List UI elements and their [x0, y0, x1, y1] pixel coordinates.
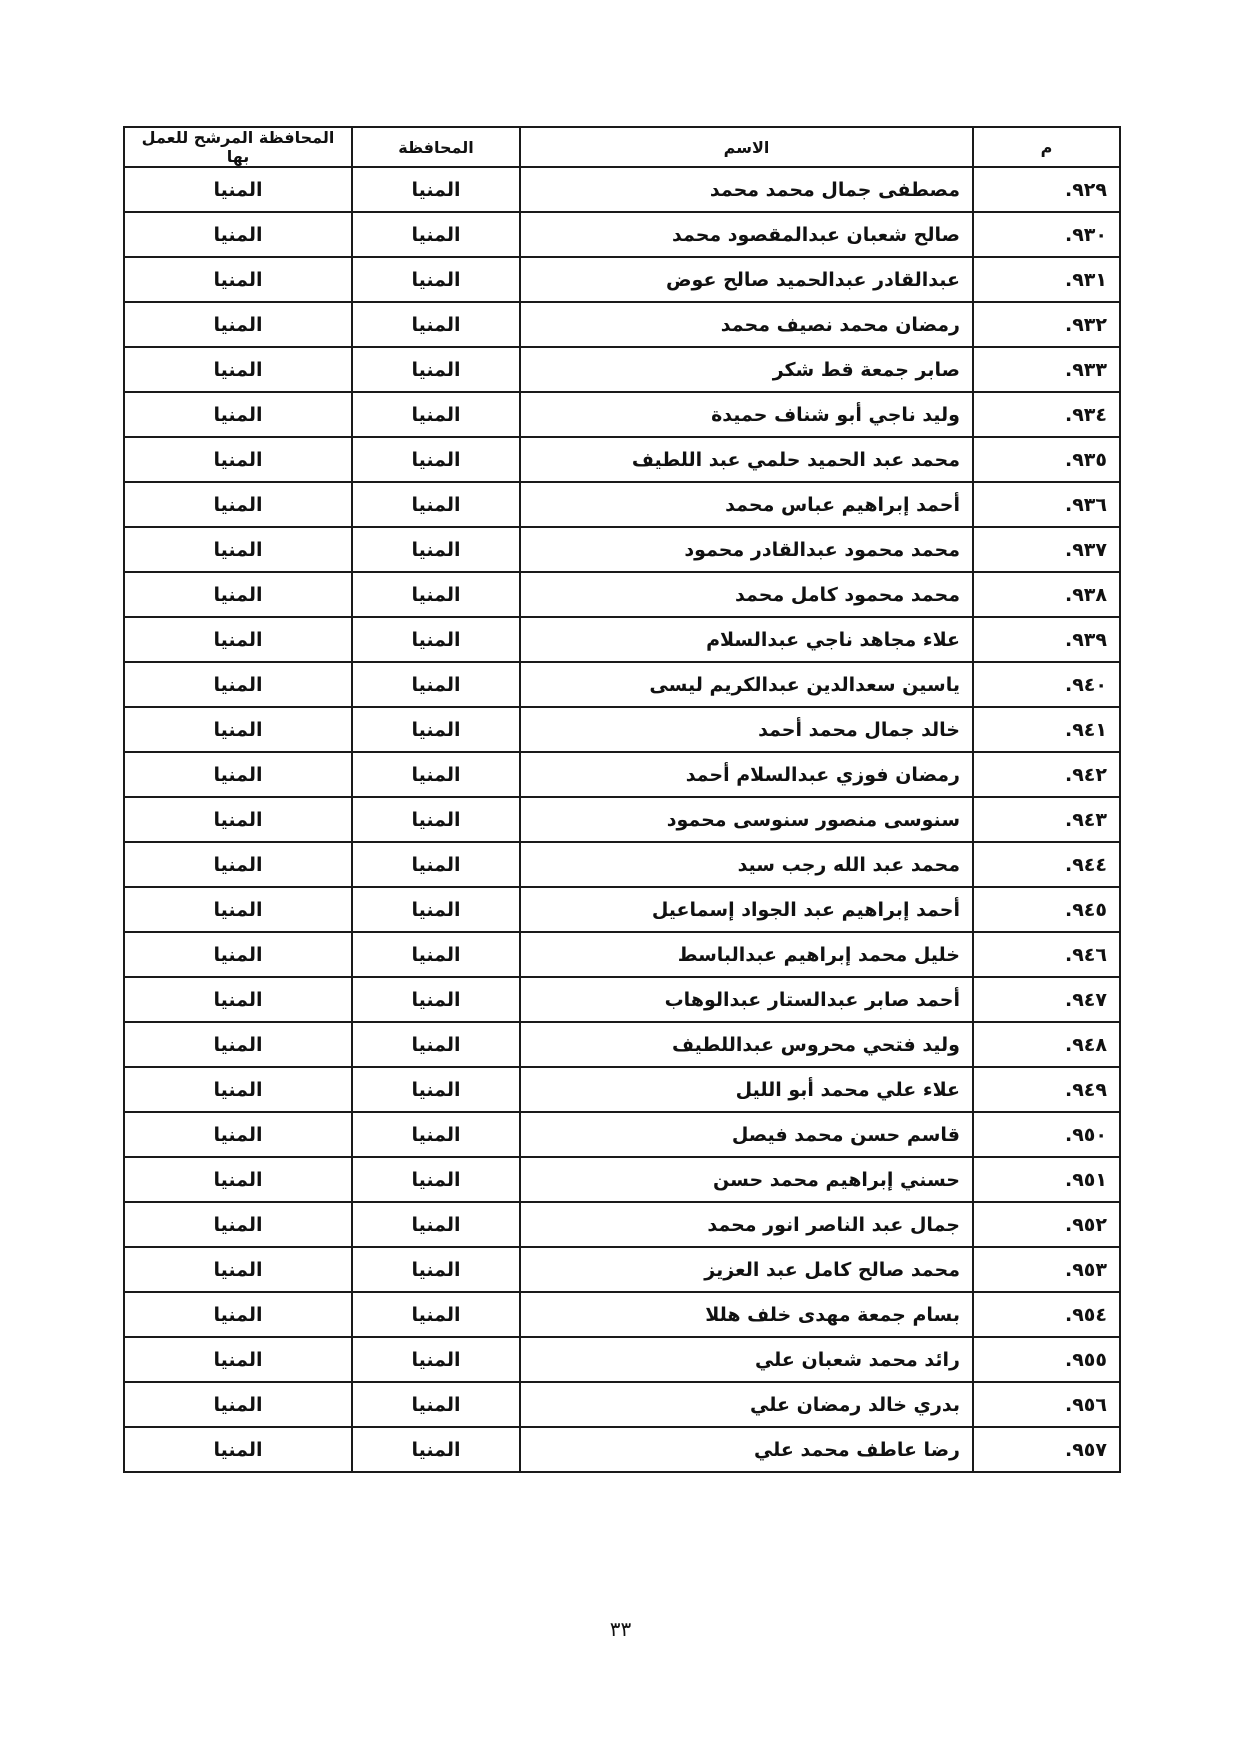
row-governorate: المنيا — [352, 257, 520, 302]
row-number: ٩٥٢. — [973, 1202, 1120, 1247]
row-governorate: المنيا — [352, 572, 520, 617]
row-target-governorate: المنيا — [124, 1247, 352, 1292]
row-name: رمضان فوزي عبدالسلام أحمد — [520, 752, 973, 797]
row-target-governorate: المنيا — [124, 1067, 352, 1112]
row-target-governorate: المنيا — [124, 1427, 352, 1472]
row-target-governorate: المنيا — [124, 797, 352, 842]
row-number: ٩٣٩. — [973, 617, 1120, 662]
row-governorate: المنيا — [352, 1067, 520, 1112]
row-number: ٩٥٥. — [973, 1337, 1120, 1382]
row-name: جمال عبد الناصر انور محمد — [520, 1202, 973, 1247]
row-number: ٩٤٩. — [973, 1067, 1120, 1112]
row-number: ٩٣٨. — [973, 572, 1120, 617]
row-governorate: المنيا — [352, 707, 520, 752]
row-number: ٩٤٠. — [973, 662, 1120, 707]
page-number: ٣٣ — [609, 1617, 632, 1641]
table-row — [124, 662, 1120, 707]
row-name: سنوسى منصور سنوسى محمود — [520, 797, 973, 842]
row-target-governorate: المنيا — [124, 617, 352, 662]
row-name: أحمد إبراهيم عبد الجواد إسماعيل — [520, 887, 973, 932]
row-name: علاء علي محمد أبو الليل — [520, 1067, 973, 1112]
row-number: ٩٤٣. — [973, 797, 1120, 842]
table-row — [124, 482, 1120, 527]
row-governorate: المنيا — [352, 437, 520, 482]
row-number: ٩٣٧. — [973, 527, 1120, 572]
row-name: أحمد صابر عبدالستار عبدالوهاب — [520, 977, 973, 1022]
row-name: محمد محمود عبدالقادر محمود — [520, 527, 973, 572]
row-name: رمضان محمد نصيف محمد — [520, 302, 973, 347]
row-name: وليد ناجي أبو شناف حميدة — [520, 392, 973, 437]
row-number: ٩٥٣. — [973, 1247, 1120, 1292]
table-row — [124, 1022, 1120, 1067]
row-number: ٩٤٦. — [973, 932, 1120, 977]
row-governorate: المنيا — [352, 1112, 520, 1157]
row-number: ٩٤١. — [973, 707, 1120, 752]
row-governorate: المنيا — [352, 752, 520, 797]
row-target-governorate: المنيا — [124, 212, 352, 257]
row-name: ياسين سعدالدين عبدالكريم ليسى — [520, 662, 973, 707]
row-governorate: المنيا — [352, 482, 520, 527]
row-name: رضا عاطف محمد علي — [520, 1427, 973, 1472]
table-row — [124, 1427, 1120, 1472]
table-row — [124, 1247, 1120, 1292]
row-name: علاء مجاهد ناجي عبدالسلام — [520, 617, 973, 662]
row-number: ٩٣١. — [973, 257, 1120, 302]
row-governorate: المنيا — [352, 932, 520, 977]
row-name: محمد عبد الحميد حلمي عبد اللطيف — [520, 437, 973, 482]
table-row — [124, 392, 1120, 437]
row-name: حسني إبراهيم محمد حسن — [520, 1157, 973, 1202]
table-row — [124, 572, 1120, 617]
row-number: ٩٤٤. — [973, 842, 1120, 887]
row-name: صابر جمعة قط شكر — [520, 347, 973, 392]
table-row — [124, 887, 1120, 932]
row-governorate: المنيا — [352, 1382, 520, 1427]
row-target-governorate: المنيا — [124, 1157, 352, 1202]
row-number: ٩٤٨. — [973, 1022, 1120, 1067]
row-target-governorate: المنيا — [124, 707, 352, 752]
table-row — [124, 527, 1120, 572]
table-row — [124, 1157, 1120, 1202]
row-governorate: المنيا — [352, 617, 520, 662]
row-target-governorate: المنيا — [124, 302, 352, 347]
table-row — [124, 1067, 1120, 1112]
row-target-governorate: المنيا — [124, 482, 352, 527]
row-target-governorate: المنيا — [124, 977, 352, 1022]
row-name: صالح شعبان عبدالمقصود محمد — [520, 212, 973, 257]
row-governorate: المنيا — [352, 1202, 520, 1247]
row-governorate: المنيا — [352, 887, 520, 932]
row-governorate: المنيا — [352, 347, 520, 392]
table-row — [124, 752, 1120, 797]
table-row — [124, 212, 1120, 257]
table-row — [124, 932, 1120, 977]
table-row — [124, 797, 1120, 842]
row-target-governorate: المنيا — [124, 1112, 352, 1157]
table-row — [124, 707, 1120, 752]
row-target-governorate: المنيا — [124, 752, 352, 797]
row-governorate: المنيا — [352, 1292, 520, 1337]
table-row — [124, 257, 1120, 302]
table-header-row — [124, 127, 1120, 167]
table-row — [124, 977, 1120, 1022]
row-target-governorate: المنيا — [124, 1202, 352, 1247]
row-name: مصطفى جمال محمد محمد — [520, 167, 973, 212]
row-name: خالد جمال محمد أحمد — [520, 707, 973, 752]
table-row — [124, 437, 1120, 482]
table-row — [124, 167, 1120, 212]
row-target-governorate: المنيا — [124, 932, 352, 977]
row-target-governorate: المنيا — [124, 437, 352, 482]
row-number: ٩٢٩. — [973, 167, 1120, 212]
row-target-governorate: المنيا — [124, 167, 352, 212]
row-governorate: المنيا — [352, 212, 520, 257]
table-row — [124, 347, 1120, 392]
row-target-governorate: المنيا — [124, 842, 352, 887]
row-governorate: المنيا — [352, 1337, 520, 1382]
table-row — [124, 1292, 1120, 1337]
row-governorate: المنيا — [352, 977, 520, 1022]
row-number: ٩٥٠. — [973, 1112, 1120, 1157]
row-target-governorate: المنيا — [124, 1292, 352, 1337]
row-governorate: المنيا — [352, 167, 520, 212]
row-target-governorate: المنيا — [124, 1022, 352, 1067]
row-governorate: المنيا — [352, 1022, 520, 1067]
table-row — [124, 1382, 1120, 1427]
row-name: وليد فتحي محروس عبداللطيف — [520, 1022, 973, 1067]
row-number: ٩٥٤. — [973, 1292, 1120, 1337]
row-target-governorate: المنيا — [124, 1337, 352, 1382]
row-target-governorate: المنيا — [124, 392, 352, 437]
row-number: ٩٤٧. — [973, 977, 1120, 1022]
row-target-governorate: المنيا — [124, 662, 352, 707]
header-number: م — [973, 127, 1120, 167]
candidates-table — [123, 126, 1121, 1473]
table-row — [124, 1337, 1120, 1382]
row-target-governorate: المنيا — [124, 1382, 352, 1427]
header-target-governorate: المحافظة المرشح للعمل بها — [124, 127, 352, 167]
row-governorate: المنيا — [352, 392, 520, 437]
row-target-governorate: المنيا — [124, 887, 352, 932]
row-number: ٩٥٧. — [973, 1427, 1120, 1472]
row-number: ٩٣٤. — [973, 392, 1120, 437]
row-number: ٩٥١. — [973, 1157, 1120, 1202]
row-name: بدري خالد رمضان علي — [520, 1382, 973, 1427]
row-name: بسام جمعة مهدى خلف هللا — [520, 1292, 973, 1337]
row-number: ٩٣٢. — [973, 302, 1120, 347]
row-number: ٩٣٠. — [973, 212, 1120, 257]
header-governorate: المحافظة — [352, 127, 520, 167]
row-governorate: المنيا — [352, 527, 520, 572]
row-name: رائد محمد شعبان علي — [520, 1337, 973, 1382]
row-number: ٩٣٦. — [973, 482, 1120, 527]
row-target-governorate: المنيا — [124, 527, 352, 572]
row-target-governorate: المنيا — [124, 257, 352, 302]
table-row — [124, 842, 1120, 887]
row-name: محمد صالح كامل عبد العزيز — [520, 1247, 973, 1292]
row-number: ٩٣٣. — [973, 347, 1120, 392]
table-body — [124, 167, 1120, 1472]
table-row — [124, 617, 1120, 662]
row-governorate: المنيا — [352, 1157, 520, 1202]
row-name: محمد عبد الله رجب سيد — [520, 842, 973, 887]
row-name: قاسم حسن محمد فيصل — [520, 1112, 973, 1157]
row-governorate: المنيا — [352, 842, 520, 887]
row-name: عبدالقادر عبدالحميد صالح عوض — [520, 257, 973, 302]
table-row — [124, 1112, 1120, 1157]
row-target-governorate: المنيا — [124, 572, 352, 617]
row-governorate: المنيا — [352, 1247, 520, 1292]
row-governorate: المنيا — [352, 302, 520, 347]
table-row — [124, 302, 1120, 347]
row-governorate: المنيا — [352, 797, 520, 842]
row-name: أحمد إبراهيم عباس محمد — [520, 482, 973, 527]
row-number: ٩٤٢. — [973, 752, 1120, 797]
row-target-governorate: المنيا — [124, 347, 352, 392]
row-name: محمد محمود كامل محمد — [520, 572, 973, 617]
row-governorate: المنيا — [352, 662, 520, 707]
table-row — [124, 1202, 1120, 1247]
header-name: الاسم — [520, 127, 973, 167]
row-number: ٩٣٥. — [973, 437, 1120, 482]
row-number: ٩٥٦. — [973, 1382, 1120, 1427]
row-number: ٩٤٥. — [973, 887, 1120, 932]
row-name: خليل محمد إبراهيم عبدالباسط — [520, 932, 973, 977]
row-governorate: المنيا — [352, 1427, 520, 1472]
